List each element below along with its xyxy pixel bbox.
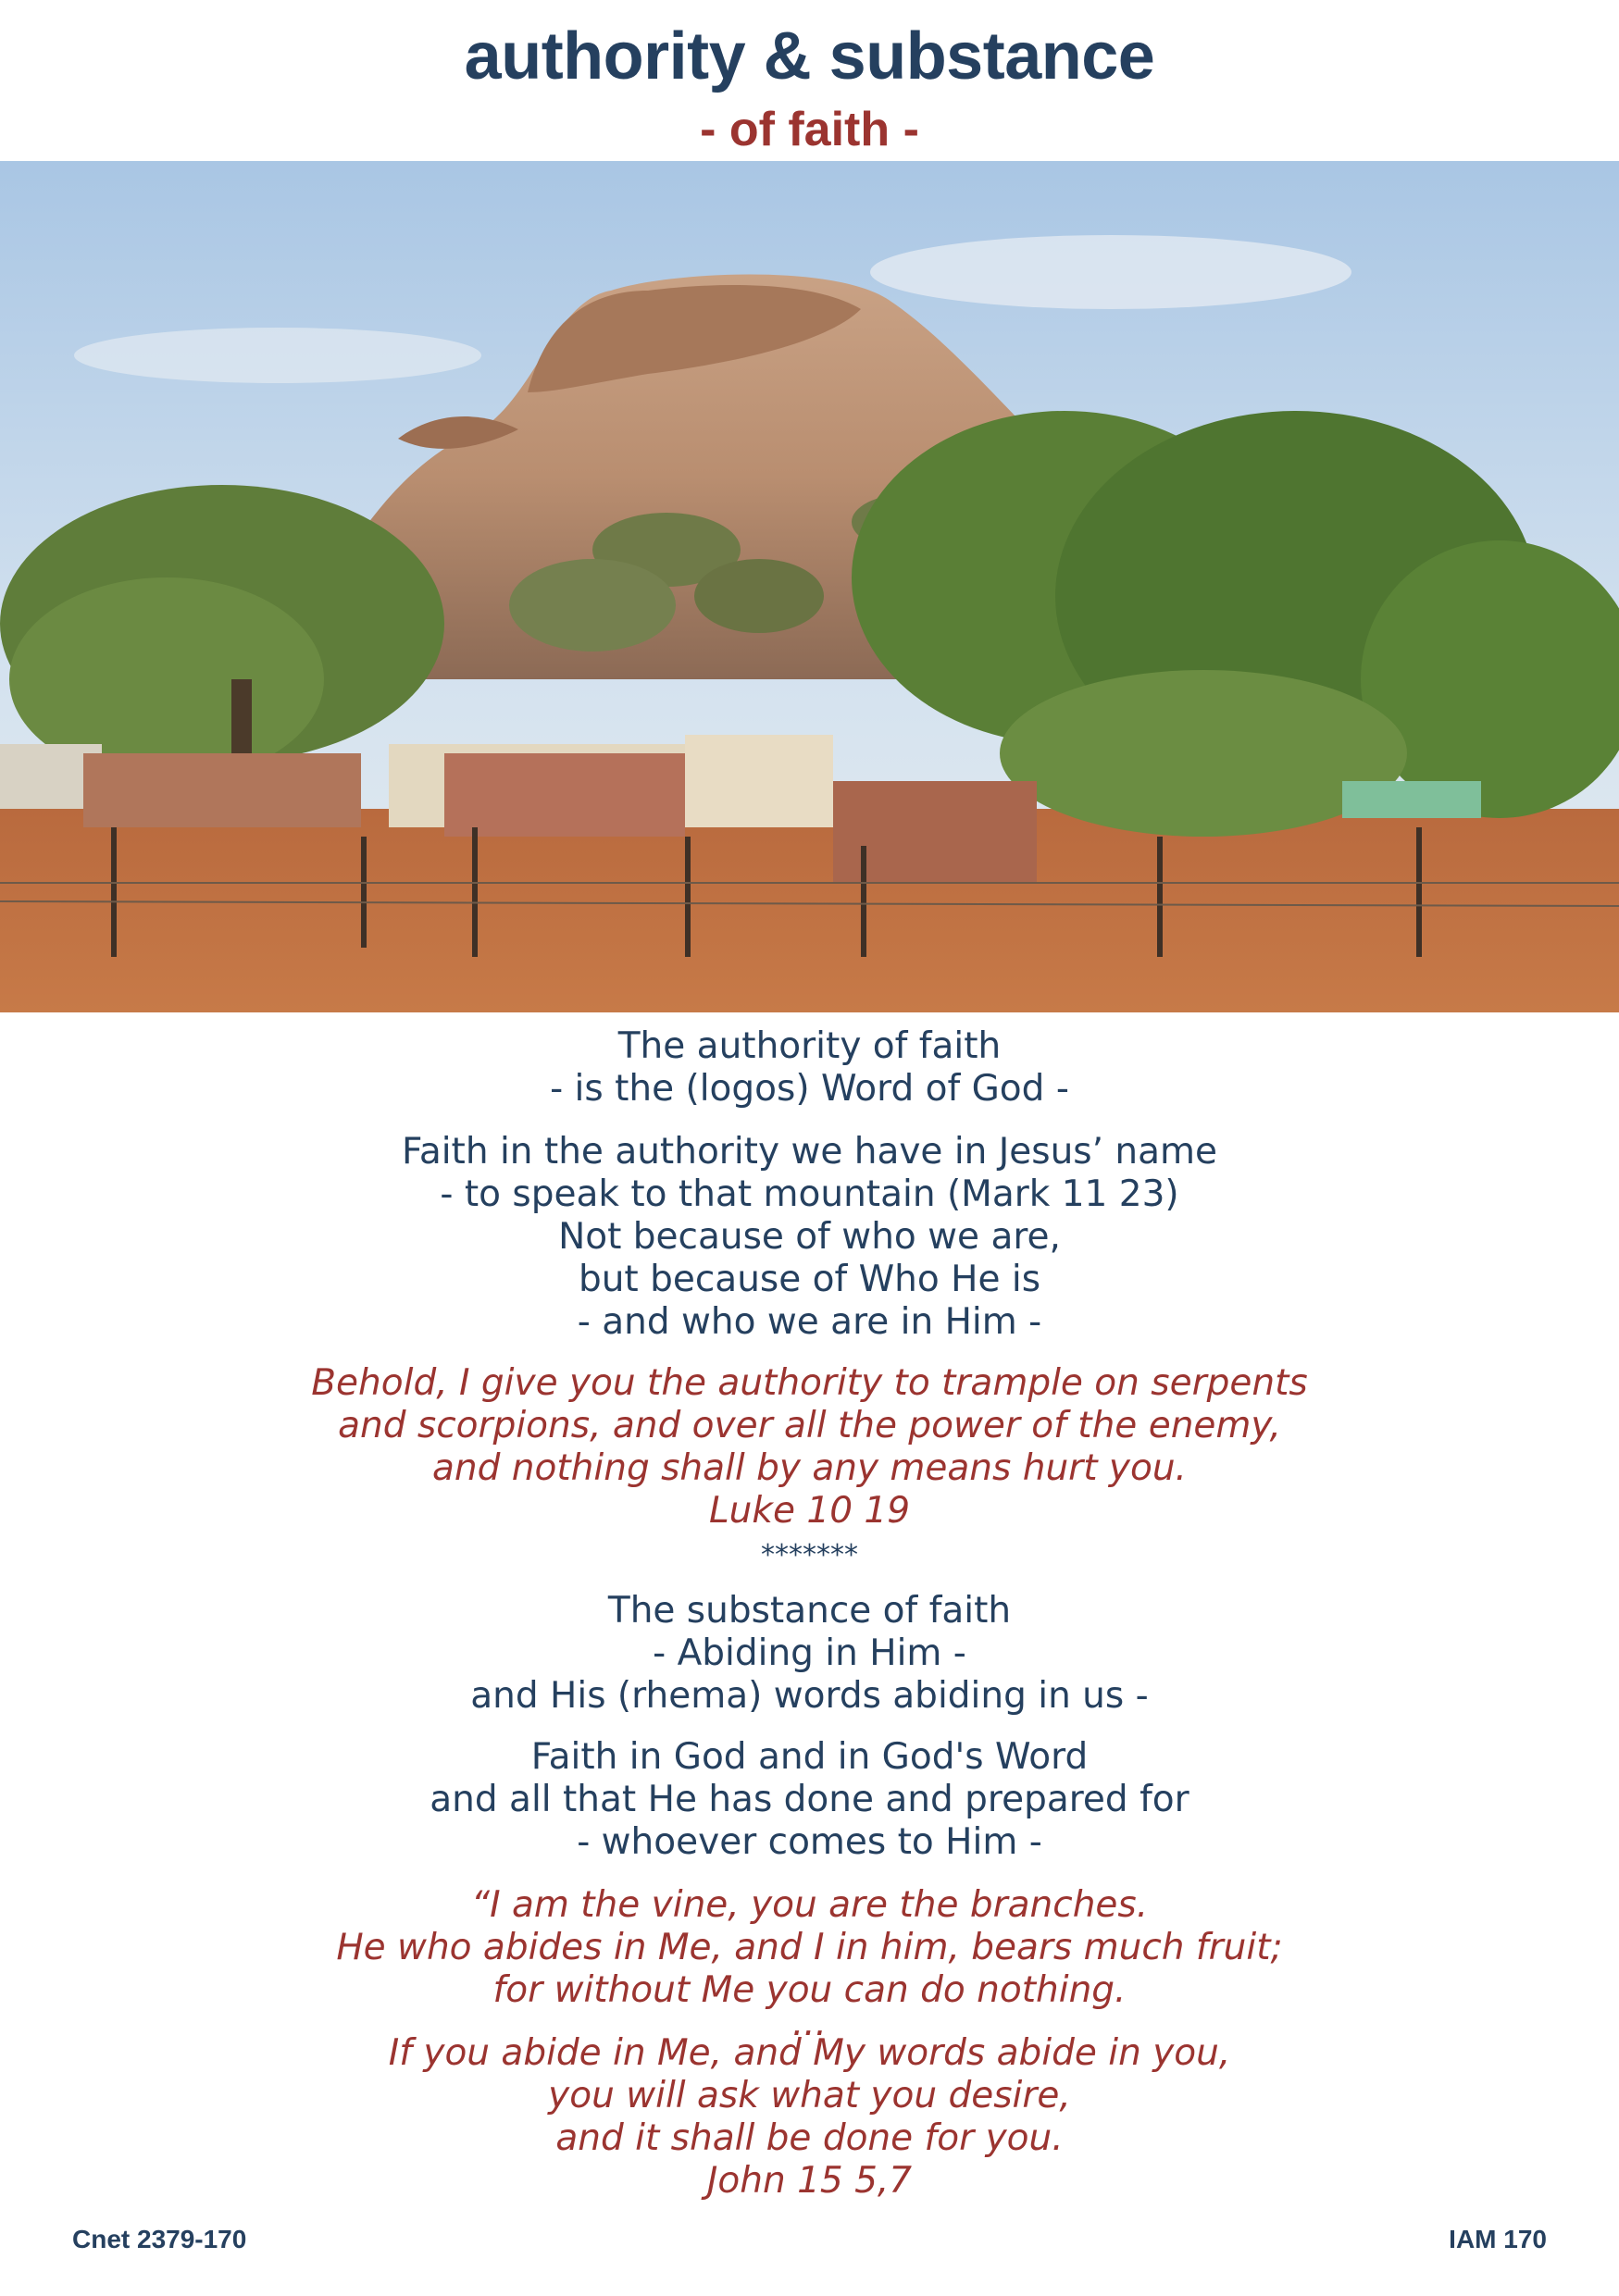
text-line: Behold, I give you the authority to trample on serpents xyxy=(311,1362,1308,1404)
text-line: for without Me you can do nothing. xyxy=(492,1969,1127,2011)
text-line: you will ask what you desire, xyxy=(548,2075,1071,2116)
separator: ******* xyxy=(761,1539,858,1571)
text-line: The substance of faith xyxy=(607,1590,1012,1632)
page-title: authority & substance xyxy=(464,19,1155,93)
text-line: and all that He has done and prepared for xyxy=(430,1779,1189,1820)
section2-heading xyxy=(0,1590,1619,1718)
section2-verse2 xyxy=(0,2032,1619,2203)
text-line: If you abide in Me, and My words abide in you, xyxy=(388,2032,1231,2074)
text-line: Not because of who we are, xyxy=(558,1216,1061,1258)
section2-body xyxy=(0,1736,1619,1864)
text-line: and nothing shall by any means hurt you. xyxy=(432,1447,1187,1489)
section1-verse xyxy=(0,1362,1619,1533)
verse-reference: Luke 10 19 xyxy=(708,1490,911,1532)
text-line: He who abides in Me, and I in him, bears much fruit; xyxy=(336,1927,1283,1968)
verse-reference: John 15 5,7 xyxy=(706,2160,913,2202)
text-line: and it shall be done for you. xyxy=(555,2117,1064,2159)
section2-verse1 xyxy=(0,1884,1619,2044)
footer-right-code: IAM 170 xyxy=(1449,2225,1547,2253)
text-line: and scorpions, and over all the power of the enemy, xyxy=(338,1405,1281,1446)
text-line: and His (rhema) words abiding in us - xyxy=(470,1675,1149,1717)
text-line: - and who we are in Him - xyxy=(577,1301,1042,1343)
text-line: but because of Who He is xyxy=(578,1259,1041,1300)
section1-heading xyxy=(0,1025,1619,1111)
photo-illustration xyxy=(0,161,1619,1012)
footer-left-code: Cnet 2379-170 xyxy=(72,2225,247,2253)
text-line: Faith in the authority we have in Jesus’ name xyxy=(401,1131,1218,1173)
text-line: The authority of faith xyxy=(617,1025,1002,1067)
mountain-photo xyxy=(0,161,1619,1012)
text-line: - Abiding in Him - xyxy=(653,1632,966,1674)
text-line: - is the (logos) Word of God - xyxy=(550,1068,1069,1110)
ellipsis: ... xyxy=(791,2003,828,2044)
page-subtitle: - of faith - xyxy=(700,103,919,156)
section1-body xyxy=(0,1131,1619,1344)
text-line: - whoever comes to Him - xyxy=(577,1821,1042,1863)
text-line: “I am the vine, you are the branches. xyxy=(470,1884,1149,1926)
text-line: - to speak to that mountain (Mark 11 23) xyxy=(440,1173,1179,1215)
text-line: Faith in God and in God's Word xyxy=(530,1736,1089,1778)
